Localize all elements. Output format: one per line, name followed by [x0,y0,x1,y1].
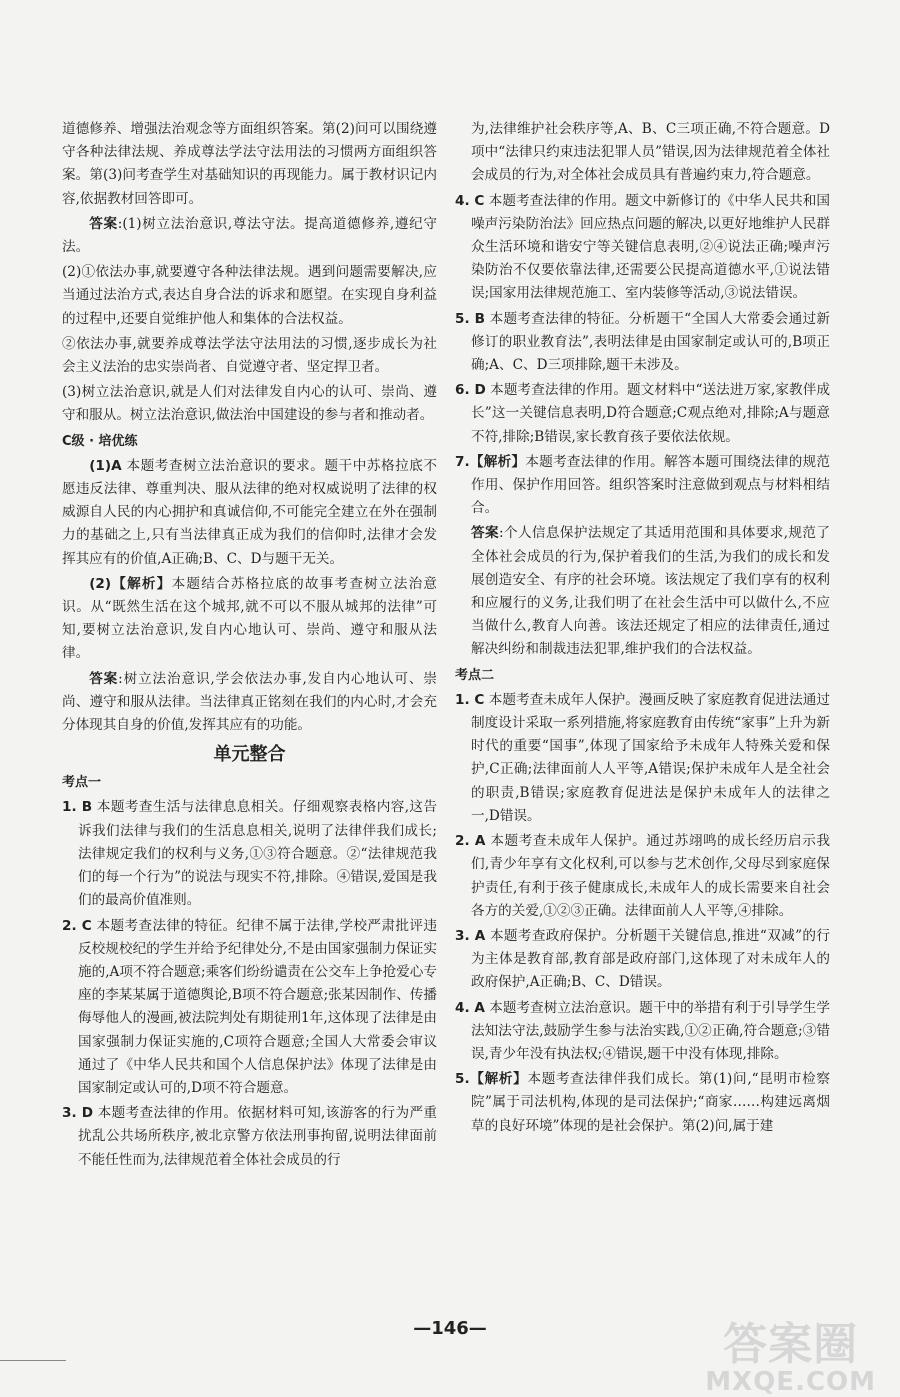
answer-paragraph [62,213,437,259]
question-item [455,308,830,378]
question-number: 6. D [455,382,486,399]
question-number: 2. C [62,917,92,934]
question-item [455,190,830,306]
left-column [62,118,437,1174]
paragraph: 为,法律维护社会秩序等,A、B、C三项正确,不符合题意。D项中“法律只约束违法犯罪人员”错误,因为法律规范着全体社会成员的行为,对全体社会成员具有普遍约束力,符合题意。 [471,121,830,184]
question-text: 本题考查法律的作用。题文材料中“送法进万家,家教伴成长”这一关键信息表明,D符合题意;C观点绝对,排除;A与题意不符,排除;B错误,家长教育孩子要依法依规。 [471,382,830,445]
question-text: 本题考查未成年人保护。通过苏翊鸣的成长经历启示我们,青少年享有文化权利,可以参与艺术创作,父母尽到家庭保护责任,有利于孩子健康成长,未成年人的成长需要来自社会各方的关爱,①②③正确。法律面前人人平等,④排除。 [471,833,830,919]
question-number: 4. A [455,999,485,1016]
watermark-top: 答案圈 [723,1319,859,1370]
question-item [455,925,830,995]
paragraph: 道德修养、增强法治观念等方面组织答案。第(2)问可以围绕遵守各种法律法规、养成尊法学法守法用法的习惯两方面组织答案。第(3)问考查学生对基础知识的再现能力。属于教材识记内容,依据教材回答即可。 [62,121,437,207]
question-text: 本题考查法律的特征。分析题干“全国人大常委会通过新修订的职业教育法”,表明法律是由国家制定或认可的,B项正确;A、C、D三项排除,题干未涉及。 [471,310,830,374]
question-item [62,915,437,1101]
question-number: 7.【解析】 [455,453,526,470]
section-heading-kd1: 考点一 [62,775,102,791]
question-number: 2. A [455,833,486,850]
question-item [62,1102,437,1172]
answer-text: :(1)树立法治意识,尊法守法。提高道德修养,遵纪守法。 [62,215,437,256]
answer-paragraph [62,668,437,738]
question-item [455,451,830,521]
answer-text: :个人信息保护法规定了其适用范围和具体要求,规范了全体社会成员的行为,保护着我们的生活,为我们的成长和发展创造安全、有序的社会环境。该法规定了我们享有的权利和应履行的义务,让我们明了在社会生活中可以做什么,不应当做什么,教育人向善。该法还规定了相应的法律责任,通过解决纠纷和制裁违法犯罪,维护我们的合法权益。 [471,525,831,658]
question-text: 本题考查法律伴我们成长。第(1)问,“昆明市检察院”属于司法机构,体现的是司法保护;“商家……构建远离烟草的良好环境”体现的是社会保护。第(2)问,属于建 [471,1071,830,1134]
question-item [455,997,830,1067]
watermark-bottom: MXQE.COM [705,1367,876,1397]
watermark-logo [705,1319,876,1397]
page-number: —146— [413,1318,487,1339]
question-text: 本题考查法律的作用。依据材料可知,该游客的行为严重扰乱公共场所秩序,被北京警方依法刑事拘留,说明法律面前不能任性而为,法律规范着全体社会成员的行 [78,1105,438,1168]
question-text: 本题考查政府保护。分析题干关键信息,推进“双减”的行为主体是教育部,教育部是政府部门,这体现了对未成年人的政府保护,A正确;B、C、D错误。 [471,927,830,991]
question-item [62,455,437,571]
question-number: 3. A [455,927,486,944]
question-number: 3. D [62,1105,94,1122]
answer-text: :树立法治意识,学会依法办事,发自内心地认可、崇尚、遵守和服从法律。当法律真正铭刻在我们的内心时,才会充分体现其自身的价值,发挥其应有的功能。 [62,670,437,734]
question-item [455,379,830,449]
question-item [455,830,830,923]
page-edge-line [0,1360,66,1361]
question-text: 本题结合苏格拉底的故事考查树立法治意识。从“既然生活在这个城邦,就不可以不服从城邦的法律”可知,要树立法治意识,发自内心地认可、崇尚、遵守和服从法律。 [62,575,438,662]
question-item [62,573,437,666]
paragraph: (2)①依法办事,就要遵守各种法律法规。遇到问题需要解决,应当通过法治方式,表达自身合法的诉求和愿望。在实现自身利益的过程中,还要自觉维护他人和集体的合法权益。 [62,264,437,327]
question-number: 1. B [62,799,93,816]
answer-label: 答案 [89,670,119,687]
question-text: 本题考查法律的作用。解答本题可围绕法律的规范作用、保护作用回答。组织答案时注意做到观点与材料相结合。 [471,453,831,517]
question-number: 4. C [455,192,485,209]
section-heading-c: C级 · 培优练 [62,433,138,449]
question-item [455,1068,830,1138]
answer-label: 答案 [471,525,499,542]
right-column [455,118,830,1140]
question-text: 本题考查生活与法律息息相关。仔细观察表格内容,这告诉我们法律与我们的生活息息相关,说明了法律伴我们成长;法律规定我们的权利与义务,①③符合题意。②“法律规范我们的每一个行为”的说法与现实不符,排除。④错误,爱国是我们的最高价值准则。 [78,799,438,909]
question-number: 5.【解析】 [455,1071,528,1088]
question-number: (1)A [89,457,122,474]
unit-title: 单元整合 [213,744,286,766]
answer-paragraph [455,522,830,661]
question-text: 本题考查法律的作用。题文中新修订的《中华人民共和国噪声污染防治法》回应热点问题的解决,以更好地维护人民群众生活环境和谐安宁等关键信息表明,②④说法正确;噪声污染防治不仅要依靠法律,还需要公民提高道德水平,①说法错误;国家用法律规范施工、室内装修等活动,③说法错误。 [471,192,830,302]
question-number: 5. B [455,310,486,327]
question-item [455,689,830,828]
question-text: 本题考查未成年人保护。漫画反映了家庭教育促进法通过制度设计采取一系列措施,将家庭教育由传统“家事”上升为新时代的重要“国事”,体现了国家给予未成年人特殊关爱和保护,C正确;法律面前人人平等,A错误;保护未成年人是全社会的职责,B错误;家庭教育促进法是保护未成年人的法律之一,D错误。 [471,691,830,824]
question-number: (2)【解析】 [89,575,172,592]
question-item [62,796,437,912]
paragraph: (3)树立法治意识,就是人们对法律发自内心的认可、崇尚、遵守和服从。树立法治意识,做法治中国建设的参与者和推动者。 [62,384,437,424]
question-number: 1. C [455,691,485,708]
paragraph: ②依法办事,就要养成尊法学法守法用法的习惯,逐步成长为社会主义法治的忠实崇尚者、自觉遵守者、坚定捍卫者。 [62,335,437,376]
question-text: 本题考查法律的特征。纪律不属于法律,学校严肃批评违反校规校纪的学生并给予纪律处分,不是由国家强制力保证实施的,A项不符合题意;乘客们纷纷谴责在公交车上争抢爱心专座的李某某属于道德舆论,B项不符合题意;张某因制作、传播侮辱他人的漫画,被法院判处有期徒刑1年,这体现了法律是由国家强制力保证实施的,C项符合题意;全国人大常委会审议通过了《中华人民共和国个人信息保护法》体现了法律是由国家制定或认可的,D项不符合题意。 [78,917,437,1096]
section-heading-kd2: 考点二 [455,667,495,683]
question-text: 本题考查树立法治意识。题干中的举措有利于引导学生学法知法守法,鼓励学生参与法治实践,①②正确,符合题意;③错误,青少年没有执法权;④错误,题干中没有体现,排除。 [471,999,830,1062]
answer-label: 答案 [89,215,118,232]
question-text: 本题考查树立法治意识的要求。题干中苏格拉底不愿违反法律、尊重判决、服从法律的绝对权威说明了法律的权威源自人民的内心拥护和真诚信仰,不可能完全建立在外在强制力的基础之上,只有当法律真正成为我们的信仰时,法律才会发挥其应有的价值,A正确;B、C、D与题干无关。 [62,457,437,567]
